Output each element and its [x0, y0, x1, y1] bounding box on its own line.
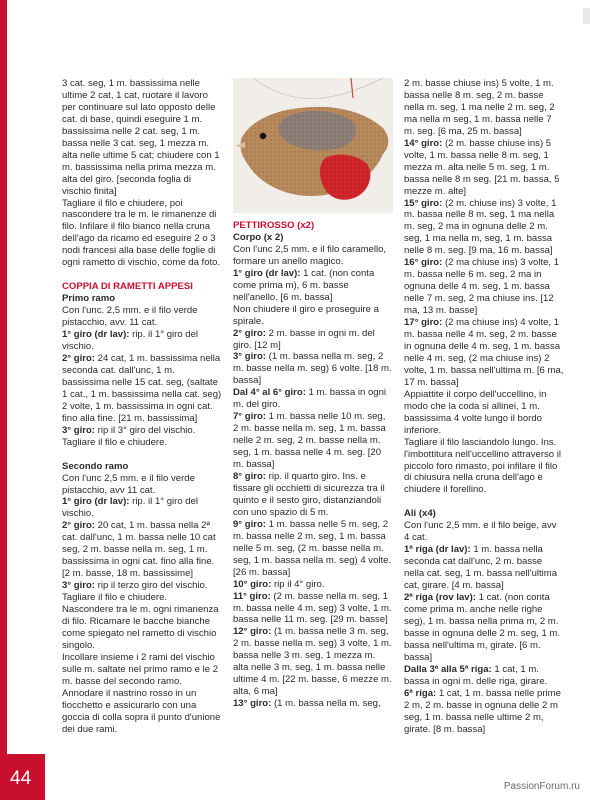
instruction-row: 11° giro: (2 m. basse nella m. seg, 1 m. bassa nelle 4 m. seg) 3 volte, 1 m. bassa nelle 11 m. seg. [29 m. basse]	[233, 590, 392, 626]
row-label: Dal 4° al 6° giro:	[233, 387, 306, 399]
row-label: 3° giro:	[62, 580, 95, 592]
instruction-row: 6ª riga: 1 cat, 1 m. bassa nelle prime 2 m, 2 m. basse in ognuna delle 2 m seg, 1 m. bassa nelle ultime 2 m, girate. [8 m. bassa]	[404, 687, 561, 735]
instruction-row: Dal 4° al 6° giro: 1 m. bassa in ogni m. del giro.	[233, 387, 387, 411]
subsection-heading: Ali (x4)	[404, 508, 436, 520]
instruction-row: 2° giro: 2 m. basse in ogni m. del giro. [12 m]	[233, 327, 375, 351]
row-label: 9° giro:	[233, 518, 266, 530]
row-label: 16° giro:	[404, 257, 443, 269]
instruction-text: Tagliare il filo e chiudere.	[62, 436, 168, 448]
instruction-row: 2° giro: 20 cat, 1 m. bassa nella 2ª cat. dall'unc, 1 m. bassa nelle 10 cat seg, 2 m. basse nella m. seg, 1 m. bassissima in ogni cat. fino alla fine. [2 m. basse, 18 m. bassissime]	[62, 520, 216, 580]
instruction-row: 3° giro: rip il terzo giro del vischio.	[62, 580, 208, 592]
robin-photo	[233, 78, 393, 213]
instruction-text: Con l'unc 2,5 mm. e il filo caramello, formare un anello magico.	[233, 243, 387, 267]
watermark: PassionForum.ru	[503, 781, 580, 792]
instruction-text: Nascondere tra le m. ogni rimanenza di filo. Ricamare le bacche bianche come spiegato nel rametto di vischio singolo.	[62, 604, 219, 651]
instruction-row: 12° giro: (1 m. bassa nelle 3 m. seg, 2 m. basse nella m. seg) 3 volte, 1 m. bassa nelle 3 m. seg, 1 mezza m. alta nelle 3 m. seg, 1 m. bassa nelle ultime 4 m. [22 m. basse, 6 mezze m. alta, 6 ma]	[233, 626, 392, 698]
instruction-row: 3° giro: rip il 3° giro del vischio.	[62, 424, 196, 436]
row-label: 3° giro:	[233, 351, 266, 363]
text-column-3	[404, 78, 564, 735]
instruction-row: 16° giro: (2 ma chiuse ins) 3 volte, 1 m. bassa nelle 6 m. seg, 2 ma in ognuna delle 4 m. seg, 1 m. bassa nelle 7 m. seg, 2 ma chiuse ins. [12 ma, 13 m. basse]	[404, 257, 560, 317]
instruction-text: Tagliare il filo lasciandolo lungo. Ins. l'imbottitura nell'uccellino attraverso il piccolo foro rimasto, poi infilare il filo di chiusura nella cruna dell'ago e chiudere il forellino.	[404, 436, 561, 496]
instruction-row: 15° giro: (2 m. chiuse ins) 3 volte, 1 m. bassa nelle 8 m. seg, 1 ma nella m. seg, 2 ma in ognuna delle 2 m. seg, 1 ma nella m, seg, 1 m. bassa nelle 8 m. seg. [9 ma, 16 m. bassa]	[404, 197, 557, 257]
row-label: 13° giro:	[233, 698, 272, 710]
instruction-row: 1° giro (dr lav): rip. il 1° giro del vischio.	[62, 329, 199, 353]
instruction-row: 1° giro (dr lav): 1 cat. (non conta come prima m), 6 m. basse nell'anello. [6 m. bassa]	[233, 267, 375, 303]
instruction-row: 8° giro: rip. il quarto giro. Ins. e fissare gli occhietti di sicurezza tra il quinto e il sesto giro, distanziandoli con uno spazio di 5 m.	[233, 471, 385, 518]
instruction-text: Tagliare il filo e chiudere.	[62, 592, 168, 604]
instruction-text: Non chiudere il giro e proseguire a spirale.	[233, 303, 379, 327]
paragraph-gap	[62, 269, 222, 281]
section-heading: COPPIA DI RAMETTI APPESI	[62, 281, 193, 293]
instruction-text: Con l'unc 2,5 mm. e il filo verde pistacchio, avv 11 cat.	[62, 472, 195, 496]
row-label: 1° giro (dr lav):	[62, 329, 130, 341]
row-label: 1° giro (dr lav):	[233, 267, 301, 279]
row-label: 2ª riga (rov lav):	[404, 592, 476, 604]
row-label: 3° giro:	[62, 424, 95, 436]
instruction-row: 10° giro: rip il 4° giro.	[233, 578, 325, 590]
instruction-row: 2ª riga (rov lav): 1 cat. (non conta come prima m. anche nelle righe seg), 1 m. bassa nella prima m, 2 m. basse in ognuna delle 2 m. seg, 1 m. bassa nell'ultima m, girate. [6 m. bassa]	[404, 592, 561, 663]
row-label: 2° giro:	[233, 327, 266, 339]
paragraph-gap	[62, 449, 222, 461]
instruction-row: 14° giro: (2 m. basse chiuse ins) 5 volte, 1 m. bassa nelle 8 m. seg, 1 mezza m. alta nelle 5 m. seg, 1 m. bassa nelle 8 m seg. [21 m. bassa, 5 mezze m. alte]	[404, 137, 560, 197]
left-accent-bar	[0, 0, 7, 800]
subsection-heading: Primo ramo	[62, 293, 116, 305]
row-label: 15° giro:	[404, 197, 443, 209]
row-label: 1° giro (dr lav):	[62, 496, 130, 508]
row-label: 6ª riga:	[404, 687, 437, 699]
instruction-row: 13° giro: (1 m. bassa nella m. seg,	[233, 698, 381, 710]
row-label: 10° giro:	[233, 578, 272, 590]
instruction-text: Tagliare il filo e chiudere, poi nascondere tra le m. le rimanenze di filo. Infilare il filo bianco nella cruna dell'ago da ricamo ed eseguire 2 o 3 nodi francesi alla base delle foglie di ogni rametto di vischio, come da foto.	[62, 197, 221, 269]
instruction-text: Incollare insieme i 2 rami del vischio sulle m. saltate nel primo ramo e le 2 m. basse del secondo ramo. Annodare il nastrino rosso in un fiocchetto e assicurarlo con una goccia di colla sopra il punto d'unione dei due rami.	[62, 651, 221, 735]
text-column-1	[62, 78, 222, 736]
row-label: 2° giro:	[62, 352, 95, 364]
instruction-text: 3 cat. seg, 1 m. bassissima nelle ultime 2 cat, 1 cat, ruotare il lavoro per continuare sul lato opposto delle cat. di base, quindi eseguire 1 m. bassissima nelle 2 cat. seg, 1 m. bassa nelle 3 cat. seg, 1 mezza m. alta nelle ultime 5 cat; chiudere con 1 m. bassissima nella prima mezza m. alta del giro. [seconda foglia di vischio finita]	[62, 78, 220, 197]
subsection-heading: Secondo ramo	[62, 460, 129, 472]
row-label: 7° giro:	[233, 411, 266, 423]
row-label: 2° giro:	[62, 520, 95, 532]
instruction-text: Appiattite il corpo dell'uccellino, in modo che la coda si allinei, 1 m. bassissima 4 volte lungo il bordo inferiore.	[404, 388, 547, 436]
instruction-text: Con l'unc 2,5 mm. e il filo beige, avv 4 cat.	[404, 520, 557, 544]
instruction-row: 9° giro: 1 m. bassa nelle 5 m. seg, 2 m. bassa nelle 2 m. seg, 1 m. bassa nelle 5 m. seg, (2 m. basse nella m. seg, 1 m. bassa nella m. seg) 4 volte. [26 m. bassa]	[233, 518, 392, 578]
instruction-row: 1ª riga (dr lav): 1 m. bassa nella seconda cat dall'unc, 2 m. basse nella cat. seg, 1 m. bassa nell'ultima cat, girare. [4 m. bassa]	[404, 544, 558, 592]
instruction-row: 2° giro: 24 cat, 1 m. bassissima nella seconda cat. dall'unc, 1 m. bassissima nelle 15 cat. seg, (saltate 1 cat., 1 m. bassissima nella cat. seg) 2 volte, 1 m. bassissima in ogni cat. fino alla fine. [21 m. bassissima]	[62, 352, 222, 424]
instruction-row: 7° giro: 1 m. bassa nelle 10 m. seg, 2 m. basse nella m. seg, 1 m. bassa nelle 2 m. seg, 2 m. basse nella m. seg, 1 m. bassa nelle 4 m. seg. [20 m. bassa]	[233, 411, 386, 471]
page-number: 44	[10, 768, 32, 789]
subsection-heading: Corpo (x 2)	[233, 231, 284, 243]
paragraph-gap	[404, 496, 564, 508]
row-label: 17° giro:	[404, 317, 443, 329]
instruction-row: 3° giro: (1 m. bassa nella m. seg, 2 m. basse nella m. seg) 6 volte. [18 m. bassa]	[233, 351, 392, 387]
instruction-row: 17° giro: (2 ma chiuse ins) 4 volte, 1 m. bassa nelle 4 m. seg, 2 m. basse in ognuna delle 4 m. seg, 1 m. bassa nelle 4 m. seg, (2 ma chiuse ins) 2 volte, 1 m. bassa nell'ultima m. [6 ma, 17 m. bassa]	[404, 317, 564, 388]
instruction-text: Con l'unc. 2,5 mm. e il filo verde pistacchio, avv. 11 cat.	[62, 305, 198, 329]
row-label: 14° giro:	[404, 137, 443, 149]
row-label: 8° giro:	[233, 471, 266, 483]
robin-illustration	[233, 78, 393, 213]
instruction-text: 2 m. basse chiuse ins) 5 volte, 1 m. bassa nelle 8 m. seg, 2 m. basse nella m. seg, 1 ma nelle 2 m. seg, 2 ma nella m seg, 1 m. bassa nelle 7 m. seg. [6 ma, 25 m. bassa]	[404, 78, 555, 137]
section-heading: PETTIROSSO (x2)	[233, 220, 315, 231]
instruction-row: Dalla 3ª alla 5ª riga: 1 cat, 1 m. bassa in ogni m. delle riga, girare.	[404, 663, 548, 687]
text-column-2	[233, 220, 393, 710]
row-label: Dalla 3ª alla 5ª riga:	[404, 663, 492, 675]
row-label: 11° giro:	[233, 590, 271, 602]
row-label: 12° giro:	[233, 626, 272, 638]
instruction-row: 1° giro (dr lav): rip. il 1° giro del vischio.	[62, 496, 199, 520]
row-label: 1ª riga (dr lav):	[404, 544, 471, 556]
edge-tab	[583, 8, 590, 24]
